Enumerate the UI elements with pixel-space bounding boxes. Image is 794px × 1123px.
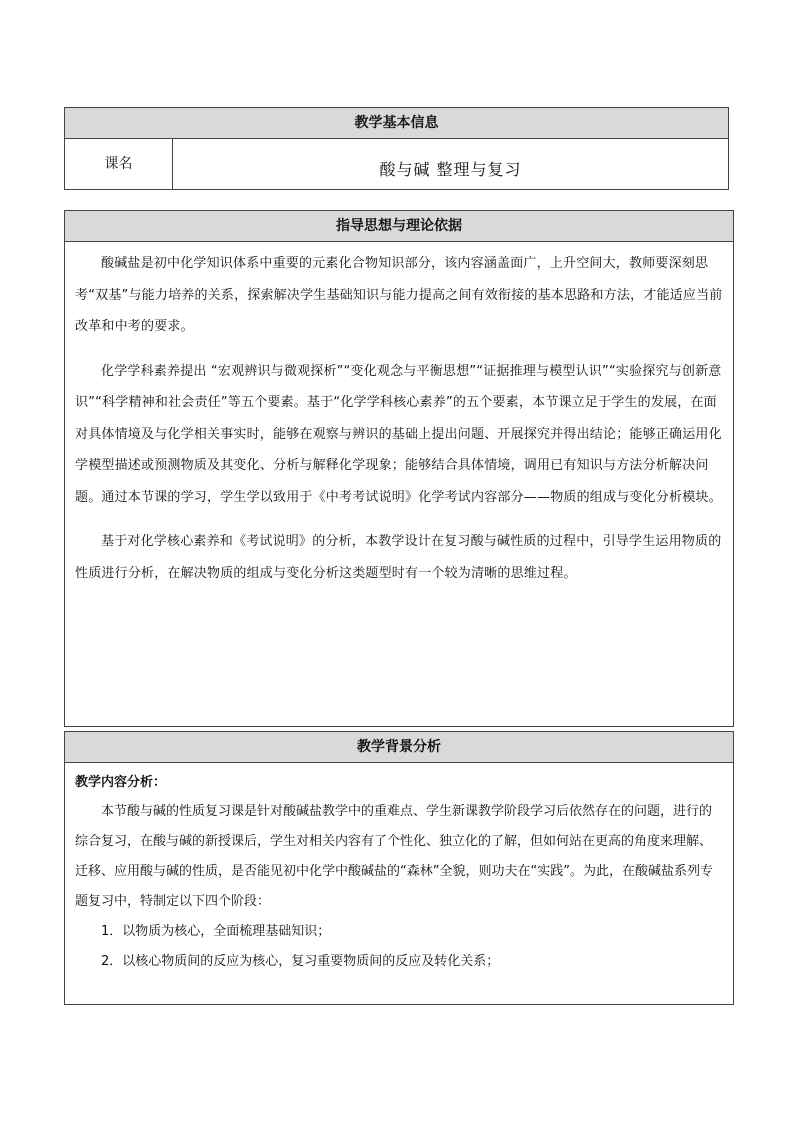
content-analysis-paragraph: 本节酸与碱的性质复习课是针对酸碱盐教学中的重难点、学生新课教学阶段学习后依然存在的问题，进行的综合复习，在酸与碱的新授课后，学生对相关内容有了个性化、独立化的了解，但如何站在更高的角度来理解、迁移、应用酸与碱的性质，是否能见初中化学中酸碱盐的“森林”全貌，则功夫在“实践”。为此，在酸碱盐系列专题复习中，特制定以下四个阶段： <box>75 804 713 909</box>
background-analysis-body <box>65 763 733 977</box>
list-item: 1．以物质为核心，全面梳理基础知识； <box>101 924 331 939</box>
course-title: 酸与碱 整理与复习 <box>173 139 729 190</box>
guiding-theory-header: 指导思想与理论依据 <box>65 211 733 242</box>
background-analysis-header: 教学背景分析 <box>65 732 733 763</box>
basic-info-table <box>64 107 729 190</box>
theory-paragraph: 化学学科素养提出 “宏观辨识与微观探析”“变化观念与平衡思想”“证据推理与模型认识”“实验探究与创新意识”“科学精神和社会责任”等五个要素。基于“化学学科核心素养”的五个要素，本节课立足于学生的发展，在面对具体情境及与化学相关事实时，能够在观察与辨识的基础上提出问题、开展探究并得出结论；能够正确运用化学模型描述或预测物质及其变化、分析与解释化学现象；能够结合具体情境，调用已有知识与方法分析解决问题。通过本节课的学习，学生学以致用于《中考考试说明》化学考试内容部分——物质的组成与变化分析模块。 <box>75 363 722 505</box>
content-analysis-subheading: 教学内容分析： <box>75 775 167 790</box>
list-item: 2．以核心物质间的反应为核心，复习重要物质间的反应及转化关系； <box>101 954 500 969</box>
guiding-theory-body <box>65 242 733 589</box>
stage-list <box>75 917 723 977</box>
theory-paragraph: 酸碱盐是初中化学知识体系中重要的元素化合物知识部分，该内容涵盖面广，上升空间大，教师要深刻思考“双基”与能力培养的关系，探索解决学生基础知识与能力提高之间有效衔接的基本思路和方法，才能适应当前改革和中考的要求。 <box>75 256 723 334</box>
theory-paragraph: 基于对化学核心素养和《考试说明》的分析，本教学设计在复习酸与碱性质的过程中，引导学生运用物质的性质进行分析，在解决物质的组成与变化分析这类题型时有一个较为清晰的思维过程。 <box>75 534 722 581</box>
background-analysis-table <box>64 731 734 1005</box>
course-label: 课名 <box>65 139 173 190</box>
basic-info-header: 教学基本信息 <box>65 108 729 139</box>
guiding-theory-table <box>64 210 734 727</box>
course-row <box>65 139 729 190</box>
